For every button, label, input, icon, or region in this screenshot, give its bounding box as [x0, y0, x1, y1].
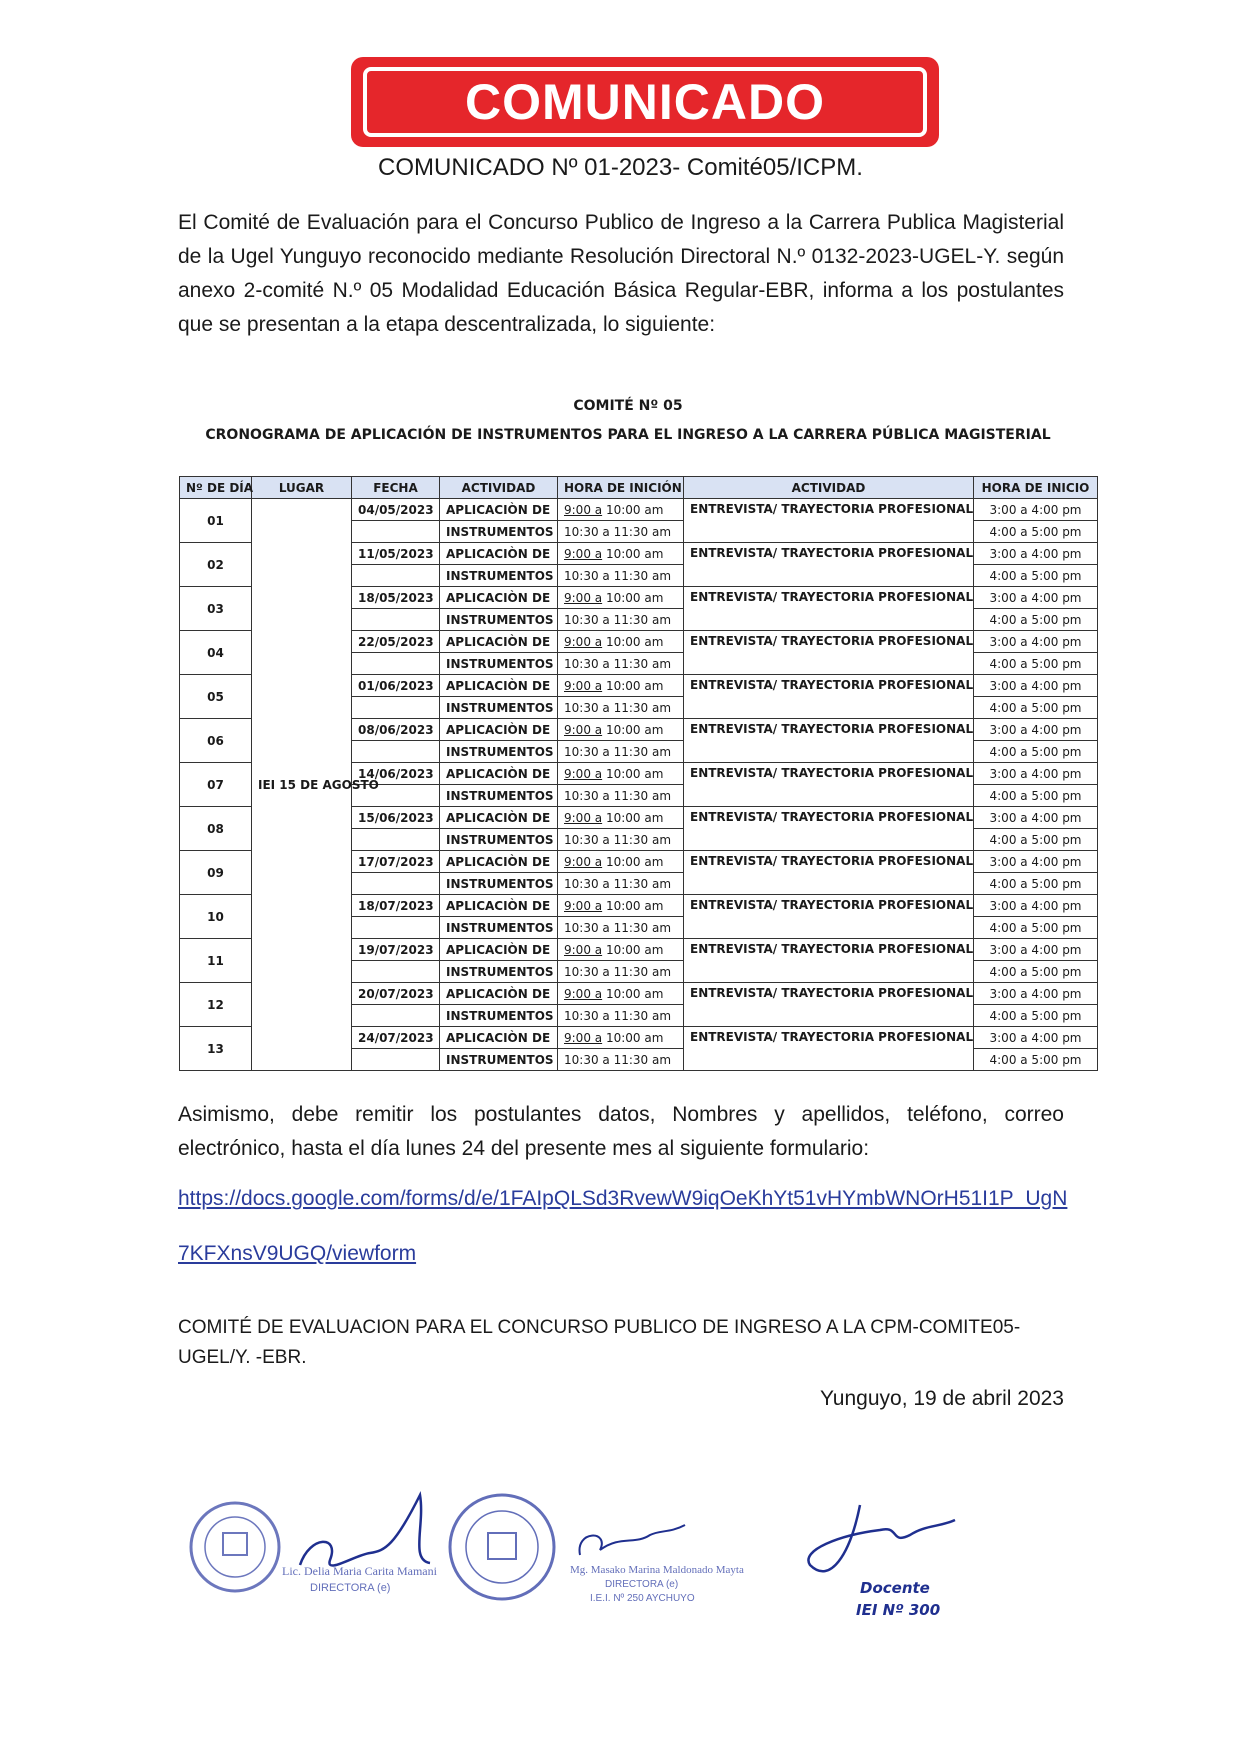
hora-rest: 10:00 am	[602, 678, 664, 693]
cell-fecha-empty	[352, 741, 440, 763]
cell-hora-inicion-a	[558, 499, 684, 521]
header-actividad-2: ACTIVIDAD	[684, 477, 974, 499]
table-title-schedule: CRONOGRAMA DE APLICACIÓN DE INSTRUMENTOS PARA EL INGRESO A LA CARRERA PÚBLICA MAGISTERIAL	[205, 427, 1051, 443]
document-date: Yunguyo, 19 de abril 2023	[819, 1387, 1064, 1410]
hora-underlined: 9:00 a	[564, 1030, 603, 1045]
cell-actividad-2: ENTREVISTA/ TRAYECTORIA PROFESIONAL	[684, 895, 974, 939]
cell-fecha: 04/05/2023	[352, 499, 440, 521]
signature-2-org: I.E.I. Nº 250 AYCHUYO	[590, 1593, 695, 1604]
cell-hora-inicio-b: 4:00 a 5:00 pm	[974, 1005, 1098, 1027]
cell-hora-inicio-a: 3:00 a 4:00 pm	[974, 631, 1098, 653]
signature-2-role: DIRECTORA (e)	[605, 1579, 679, 1590]
cell-hora-inicio-a: 3:00 a 4:00 pm	[974, 763, 1098, 785]
cell-dia: 10	[180, 895, 252, 939]
cell-hora-inicio-a: 3:00 a 4:00 pm	[974, 1027, 1098, 1049]
cell-fecha: 14/06/2023	[352, 763, 440, 785]
header-hora-inicio: HORA DE INICIO	[974, 477, 1098, 499]
cell-hora-inicion-a	[558, 939, 684, 961]
header-dia: Nº DE DÍA	[180, 477, 252, 499]
cell-hora-inicio-b: 4:00 a 5:00 pm	[974, 741, 1098, 763]
hora-underlined: 9:00 a	[564, 546, 603, 561]
hora-underlined: 9:00 a	[564, 502, 603, 517]
hora-rest: 10:00 am	[602, 722, 664, 737]
cell-hora-inicio-b: 4:00 a 5:00 pm	[974, 653, 1098, 675]
hora-rest: 10:00 am	[602, 898, 664, 913]
cell-actividad-line2: INSTRUMENTOS	[440, 917, 558, 939]
signature-3-role: Docente	[860, 1579, 930, 1597]
cell-actividad-line2: INSTRUMENTOS	[440, 697, 558, 719]
signature-3-org: IEI Nº 300	[856, 1601, 941, 1619]
cell-hora-inicio-b: 4:00 a 5:00 pm	[974, 961, 1098, 983]
cell-actividad-line2: INSTRUMENTOS	[440, 1005, 558, 1027]
cell-fecha-empty	[352, 697, 440, 719]
cell-actividad-line1: APLICACIÒN DE	[440, 939, 558, 961]
header-actividad: ACTIVIDAD	[440, 477, 558, 499]
cell-hora-inicion-b: 10:30 a 11:30 am	[558, 785, 684, 807]
cell-actividad-line2: INSTRUMENTOS	[440, 565, 558, 587]
cell-actividad-line2: INSTRUMENTOS	[440, 609, 558, 631]
cell-hora-inicio-b: 4:00 a 5:00 pm	[974, 1049, 1098, 1071]
cell-dia: 06	[180, 719, 252, 763]
hora-underlined: 9:00 a	[564, 854, 603, 869]
cell-hora-inicion-a	[558, 631, 684, 653]
cell-actividad-line1: APLICACIÒN DE	[440, 763, 558, 785]
cell-hora-inicion-a	[558, 895, 684, 917]
signature-3-icon	[808, 1505, 955, 1571]
cell-hora-inicion-b: 10:30 a 11:30 am	[558, 961, 684, 983]
table-header-row	[180, 477, 1098, 499]
hora-rest: 10:00 am	[602, 986, 664, 1001]
signatures-and-stamps	[180, 1475, 1060, 1625]
hora-underlined: 9:00 a	[564, 766, 603, 781]
cell-fecha: 18/07/2023	[352, 895, 440, 917]
hora-underlined: 9:00 a	[564, 986, 603, 1001]
cell-hora-inicion-b: 10:30 a 11:30 am	[558, 741, 684, 763]
header-hora-inicion: HORA DE INICIÓN	[558, 477, 684, 499]
hora-rest: 10:00 am	[602, 854, 664, 869]
cell-actividad-line1: APLICACIÒN DE	[440, 807, 558, 829]
header-lugar: LUGAR	[252, 477, 352, 499]
cell-actividad-2: ENTREVISTA/ TRAYECTORIA PROFESIONAL	[684, 719, 974, 763]
signature-1-icon	[300, 1495, 430, 1566]
cell-hora-inicio-a: 3:00 a 4:00 pm	[974, 543, 1098, 565]
cell-hora-inicion-a	[558, 763, 684, 785]
cell-fecha-empty	[352, 565, 440, 587]
cell-actividad-line2: INSTRUMENTOS	[440, 961, 558, 983]
cell-hora-inicion-b: 10:30 a 11:30 am	[558, 609, 684, 631]
cell-hora-inicion-b: 10:30 a 11:30 am	[558, 565, 684, 587]
cell-actividad-2: ENTREVISTA/ TRAYECTORIA PROFESIONAL	[684, 939, 974, 983]
cell-actividad-2: ENTREVISTA/ TRAYECTORIA PROFESIONAL	[684, 675, 974, 719]
schedule-table	[179, 476, 1098, 1071]
cell-actividad-line1: APLICACIÒN DE	[440, 983, 558, 1005]
stamp-1-icon	[191, 1503, 279, 1591]
cell-hora-inicion-b: 10:30 a 11:30 am	[558, 697, 684, 719]
hora-underlined: 9:00 a	[564, 722, 603, 737]
cell-actividad-2: ENTREVISTA/ TRAYECTORIA PROFESIONAL	[684, 807, 974, 851]
cell-fecha-empty	[352, 521, 440, 543]
cell-lugar: IEI 15 DE AGOSTO	[252, 499, 352, 1071]
cell-actividad-line2: INSTRUMENTOS	[440, 873, 558, 895]
hora-underlined: 9:00 a	[564, 590, 603, 605]
cell-actividad-2: ENTREVISTA/ TRAYECTORIA PROFESIONAL	[684, 763, 974, 807]
cell-dia: 13	[180, 1027, 252, 1071]
cell-fecha: 22/05/2023	[352, 631, 440, 653]
cell-fecha: 19/07/2023	[352, 939, 440, 961]
cell-fecha: 15/06/2023	[352, 807, 440, 829]
comunicado-banner	[351, 57, 939, 147]
cell-dia: 11	[180, 939, 252, 983]
cell-fecha-empty	[352, 653, 440, 675]
cell-hora-inicio-b: 4:00 a 5:00 pm	[974, 609, 1098, 631]
hora-rest: 10:00 am	[602, 1030, 664, 1045]
cell-hora-inicio-b: 4:00 a 5:00 pm	[974, 917, 1098, 939]
signature-1-role: DIRECTORA (e)	[310, 1582, 391, 1594]
hora-rest: 10:00 am	[602, 942, 664, 957]
cell-hora-inicio-a: 3:00 a 4:00 pm	[974, 983, 1098, 1005]
cell-actividad-line1: APLICACIÒN DE	[440, 895, 558, 917]
table-row	[180, 499, 1098, 521]
cell-actividad-line2: INSTRUMENTOS	[440, 829, 558, 851]
cell-hora-inicion-a	[558, 543, 684, 565]
hora-underlined: 9:00 a	[564, 942, 603, 957]
hora-rest: 10:00 am	[602, 546, 664, 561]
banner-frame	[363, 67, 927, 137]
cell-actividad-2: ENTREVISTA/ TRAYECTORIA PROFESIONAL	[684, 587, 974, 631]
cell-hora-inicio-b: 4:00 a 5:00 pm	[974, 565, 1098, 587]
hora-rest: 10:00 am	[602, 766, 664, 781]
cell-hora-inicio-a: 3:00 a 4:00 pm	[974, 807, 1098, 829]
hora-underlined: 9:00 a	[564, 898, 603, 913]
stamp-2-icon	[450, 1495, 554, 1599]
hora-rest: 10:00 am	[602, 634, 664, 649]
cell-actividad-line1: APLICACIÒN DE	[440, 631, 558, 653]
cell-dia: 02	[180, 543, 252, 587]
cell-actividad-line1: APLICACIÒN DE	[440, 587, 558, 609]
cell-dia: 12	[180, 983, 252, 1027]
cell-actividad-line1: APLICACIÒN DE	[440, 499, 558, 521]
instructions-paragraph: Asimismo, debe remitir los postulantes datos, Nombres y apellidos, teléfono, correo electrónico, hasta el día lunes 24 del presente mes al siguiente formulario:	[178, 1103, 1064, 1160]
hora-underlined: 9:00 a	[564, 810, 603, 825]
hora-underlined: 9:00 a	[564, 634, 603, 649]
cell-actividad-2: ENTREVISTA/ TRAYECTORIA PROFESIONAL	[684, 543, 974, 587]
cell-actividad-2: ENTREVISTA/ TRAYECTORIA PROFESIONAL	[684, 631, 974, 675]
hora-rest: 10:00 am	[602, 590, 664, 605]
cell-actividad-2: ENTREVISTA/ TRAYECTORIA PROFESIONAL	[684, 983, 974, 1027]
cell-fecha-empty	[352, 873, 440, 895]
cell-fecha: 20/07/2023	[352, 983, 440, 1005]
cell-hora-inicio-a: 3:00 a 4:00 pm	[974, 851, 1098, 873]
cell-hora-inicio-a: 3:00 a 4:00 pm	[974, 719, 1098, 741]
cell-actividad-line2: INSTRUMENTOS	[440, 785, 558, 807]
signature-1-name: Lic. Delia Maria Carita Mamani	[282, 1564, 437, 1578]
hora-rest: 10:00 am	[602, 502, 664, 517]
document-title: COMUNICADO Nº 01-2023- Comité05/ICPM.	[378, 154, 863, 181]
cell-actividad-2: ENTREVISTA/ TRAYECTORIA PROFESIONAL	[684, 499, 974, 543]
cell-actividad-line2: INSTRUMENTOS	[440, 1049, 558, 1071]
cell-hora-inicion-a	[558, 983, 684, 1005]
cell-hora-inicio-b: 4:00 a 5:00 pm	[974, 873, 1098, 895]
cell-hora-inicion-a	[558, 807, 684, 829]
cell-hora-inicion-b: 10:30 a 11:30 am	[558, 1005, 684, 1027]
cell-hora-inicion-b: 10:30 a 11:30 am	[558, 521, 684, 543]
committee-signature-line: COMITÉ DE EVALUACION PARA EL CONCURSO PUBLICO DE INGRESO A LA CPM-COMITE05-UGEL/Y. -EBR.	[178, 1317, 1021, 1368]
cell-hora-inicion-a	[558, 1027, 684, 1049]
header-fecha: FECHA	[352, 477, 440, 499]
cell-hora-inicion-b: 10:30 a 11:30 am	[558, 829, 684, 851]
cell-fecha-empty	[352, 829, 440, 851]
cell-actividad-line2: INSTRUMENTOS	[440, 741, 558, 763]
signature-2-name: Mg. Masako Marina Maldonado Mayta	[570, 1564, 744, 1576]
cell-fecha: 18/05/2023	[352, 587, 440, 609]
cell-dia: 07	[180, 763, 252, 807]
cell-hora-inicio-b: 4:00 a 5:00 pm	[974, 829, 1098, 851]
hora-rest: 10:00 am	[602, 810, 664, 825]
cell-dia: 04	[180, 631, 252, 675]
form-link-line2[interactable]: 7KFXnsV9UGQ/viewform	[178, 1242, 417, 1265]
cell-fecha: 17/07/2023	[352, 851, 440, 873]
cell-hora-inicio-b: 4:00 a 5:00 pm	[974, 521, 1098, 543]
cell-hora-inicion-a	[558, 851, 684, 873]
cell-hora-inicio-b: 4:00 a 5:00 pm	[974, 785, 1098, 807]
cell-hora-inicio-a: 3:00 a 4:00 pm	[974, 939, 1098, 961]
cell-actividad-line2: INSTRUMENTOS	[440, 653, 558, 675]
cell-actividad-2: ENTREVISTA/ TRAYECTORIA PROFESIONAL	[684, 851, 974, 895]
cell-hora-inicio-a: 3:00 a 4:00 pm	[974, 587, 1098, 609]
cell-fecha-empty	[352, 1049, 440, 1071]
signature-2-icon	[580, 1525, 685, 1555]
cell-fecha: 11/05/2023	[352, 543, 440, 565]
cell-hora-inicion-b: 10:30 a 11:30 am	[558, 1049, 684, 1071]
cell-actividad-line1: APLICACIÒN DE	[440, 851, 558, 873]
cell-dia: 05	[180, 675, 252, 719]
cell-dia: 03	[180, 587, 252, 631]
cell-hora-inicion-a	[558, 675, 684, 697]
cell-fecha-empty	[352, 917, 440, 939]
hora-underlined: 9:00 a	[564, 678, 603, 693]
cell-hora-inicion-a	[558, 587, 684, 609]
cell-hora-inicio-a: 3:00 a 4:00 pm	[974, 895, 1098, 917]
cell-hora-inicion-b: 10:30 a 11:30 am	[558, 653, 684, 675]
cell-hora-inicion-b: 10:30 a 11:30 am	[558, 917, 684, 939]
banner-text: COMUNICADO	[465, 74, 825, 130]
cell-actividad-line1: APLICACIÒN DE	[440, 543, 558, 565]
cell-fecha-empty	[352, 961, 440, 983]
cell-hora-inicio-b: 4:00 a 5:00 pm	[974, 697, 1098, 719]
cell-dia: 08	[180, 807, 252, 851]
cell-hora-inicio-a: 3:00 a 4:00 pm	[974, 675, 1098, 697]
cell-dia: 01	[180, 499, 252, 543]
cell-hora-inicio-a: 3:00 a 4:00 pm	[974, 499, 1098, 521]
cell-hora-inicion-b: 10:30 a 11:30 am	[558, 873, 684, 895]
cell-hora-inicion-a	[558, 719, 684, 741]
cell-fecha: 24/07/2023	[352, 1027, 440, 1049]
cell-actividad-line1: APLICACIÒN DE	[440, 1027, 558, 1049]
intro-paragraph: El Comité de Evaluación para el Concurso Publico de Ingreso a la Carrera Publica Magisterial de la Ugel Yunguyo reconocido mediante Resolución Directoral N.º 0132-2023-UGEL-Y. según anexo 2-comité N.º 05 Modalidad Educación Básica Regular-EBR, informa a los postulantes que se presentan a la etapa descentralizada, lo siguiente:	[178, 211, 1064, 336]
cell-fecha: 08/06/2023	[352, 719, 440, 741]
form-link-line1[interactable]: https://docs.google.com/forms/d/e/1FAIpQLSd3RvewW9iqOeKhYt51vHYmbWNOrH51I1P_UgN	[178, 1187, 1068, 1210]
cell-actividad-line1: APLICACIÒN DE	[440, 675, 558, 697]
cell-fecha-empty	[352, 609, 440, 631]
cell-actividad-2: ENTREVISTA/ TRAYECTORIA PROFESIONAL	[684, 1027, 974, 1071]
table-title-committee: COMITÉ Nº 05	[573, 398, 683, 414]
cell-dia: 09	[180, 851, 252, 895]
cell-actividad-line1: APLICACIÒN DE	[440, 719, 558, 741]
cell-actividad-line2: INSTRUMENTOS	[440, 521, 558, 543]
cell-fecha-empty	[352, 1005, 440, 1027]
cell-fecha: 01/06/2023	[352, 675, 440, 697]
